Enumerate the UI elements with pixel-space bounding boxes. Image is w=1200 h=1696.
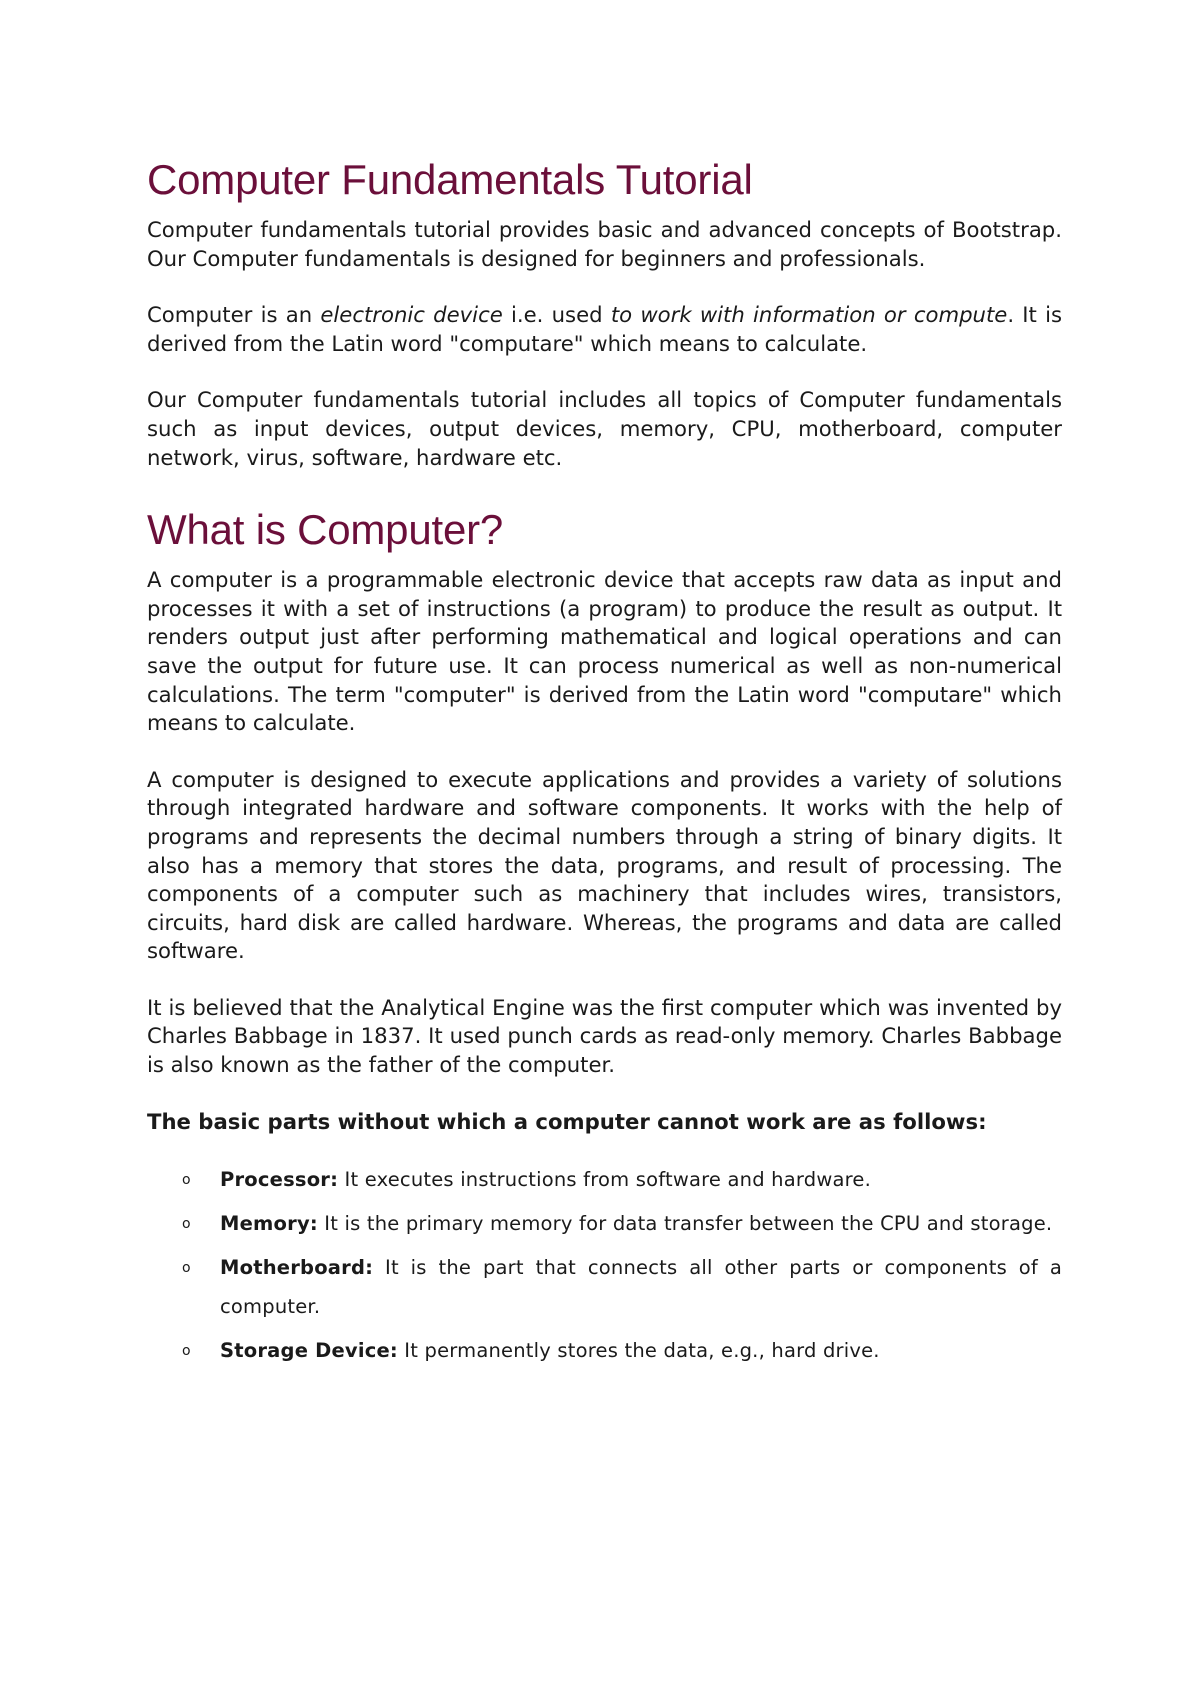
bullet-icon: o — [182, 1343, 191, 1360]
section-paragraph-2: A computer is designed to execute applications and provides a variety of solutions through integrated hardware and software components. It works with the help of programs and represents the decimal numbers through a string of binary digits. It also has a memory that stores the data, programs, and result of processing. The components of a computer such as machinery that includes wires, transistors, circuits, hard disk are called hardware. Whereas, the programs and data are called software. — [147, 766, 1062, 964]
section-paragraph-3: It is believed that the Analytical Engine was the first computer which was invented by Charles Babbage in 1837. It used punch cards as read-only memory. Charles Babbage is also known as the father of the computer. — [147, 994, 1062, 1078]
list-item — [147, 1248, 1062, 1326]
list-item — [147, 1160, 1062, 1199]
intro-paragraph-2-text-a: Computer is an — [147, 302, 321, 328]
list-item — [147, 1331, 1062, 1370]
list-item-term: Storage Device: — [220, 1339, 398, 1363]
page-title: Computer Fundamentals Tutorial — [147, 156, 753, 203]
bullet-icon: o — [182, 1260, 191, 1277]
list-item-term: Memory: — [220, 1212, 318, 1236]
intro-paragraph-2-emphasis-a: electronic device — [320, 302, 503, 328]
list-item — [147, 1204, 1062, 1243]
bullet-icon: o — [182, 1216, 191, 1233]
document-page — [147, 150, 1062, 1375]
intro-paragraph-3: Our Computer fundamentals tutorial includes all topics of Computer fundamentals such as input devices, output devices, memory, CPU, motherboard, computer network, virus, software, hardware etc. — [147, 387, 1062, 470]
list-item-term: Processor: — [220, 1168, 339, 1192]
bullet-icon: o — [182, 1172, 191, 1189]
list-item-desc: It executes instructions from software and hardware. — [338, 1168, 872, 1192]
intro-paragraph-2 — [147, 301, 1062, 358]
section-heading: What is Computer? — [147, 506, 504, 554]
list-item-desc: It is the primary memory for data transfer between the CPU and storage. — [317, 1212, 1053, 1236]
intro-paragraph-2-text-b: i.e. used — [502, 302, 611, 328]
parts-lead: The basic parts without which a computer cannot work are as follows: — [147, 1108, 987, 1134]
intro-paragraph-2-emphasis-b: to work with information or compute — [610, 302, 1008, 328]
parts-list — [147, 1160, 1062, 1370]
intro-paragraph-1: Computer fundamentals tutorial provides basic and advanced concepts of Bootstrap. Our Computer fundamentals is designed for beginners and professionals. — [147, 217, 1062, 271]
section-paragraph-1: A computer is a programmable electronic device that accepts raw data as input and processes it with a set of instructions (a program) to produce the result as output. It renders output just after performing mathematical and logical operations and can save the output for future use. It can process numerical as well as non-numerical calculations. The term "computer" is derived from the Latin word "computare" which means to calculate. — [147, 567, 1062, 736]
list-item-desc: It is the part that connects all other parts or components of a computer. — [220, 1256, 1062, 1319]
list-item-desc: It permanently stores the data, e.g., hard drive. — [397, 1339, 880, 1363]
intro-paragraph-2-text-c: . It is derived from the Latin word "computare" which means to calculate. — [147, 302, 1063, 356]
list-item-term: Motherboard: — [220, 1256, 374, 1280]
